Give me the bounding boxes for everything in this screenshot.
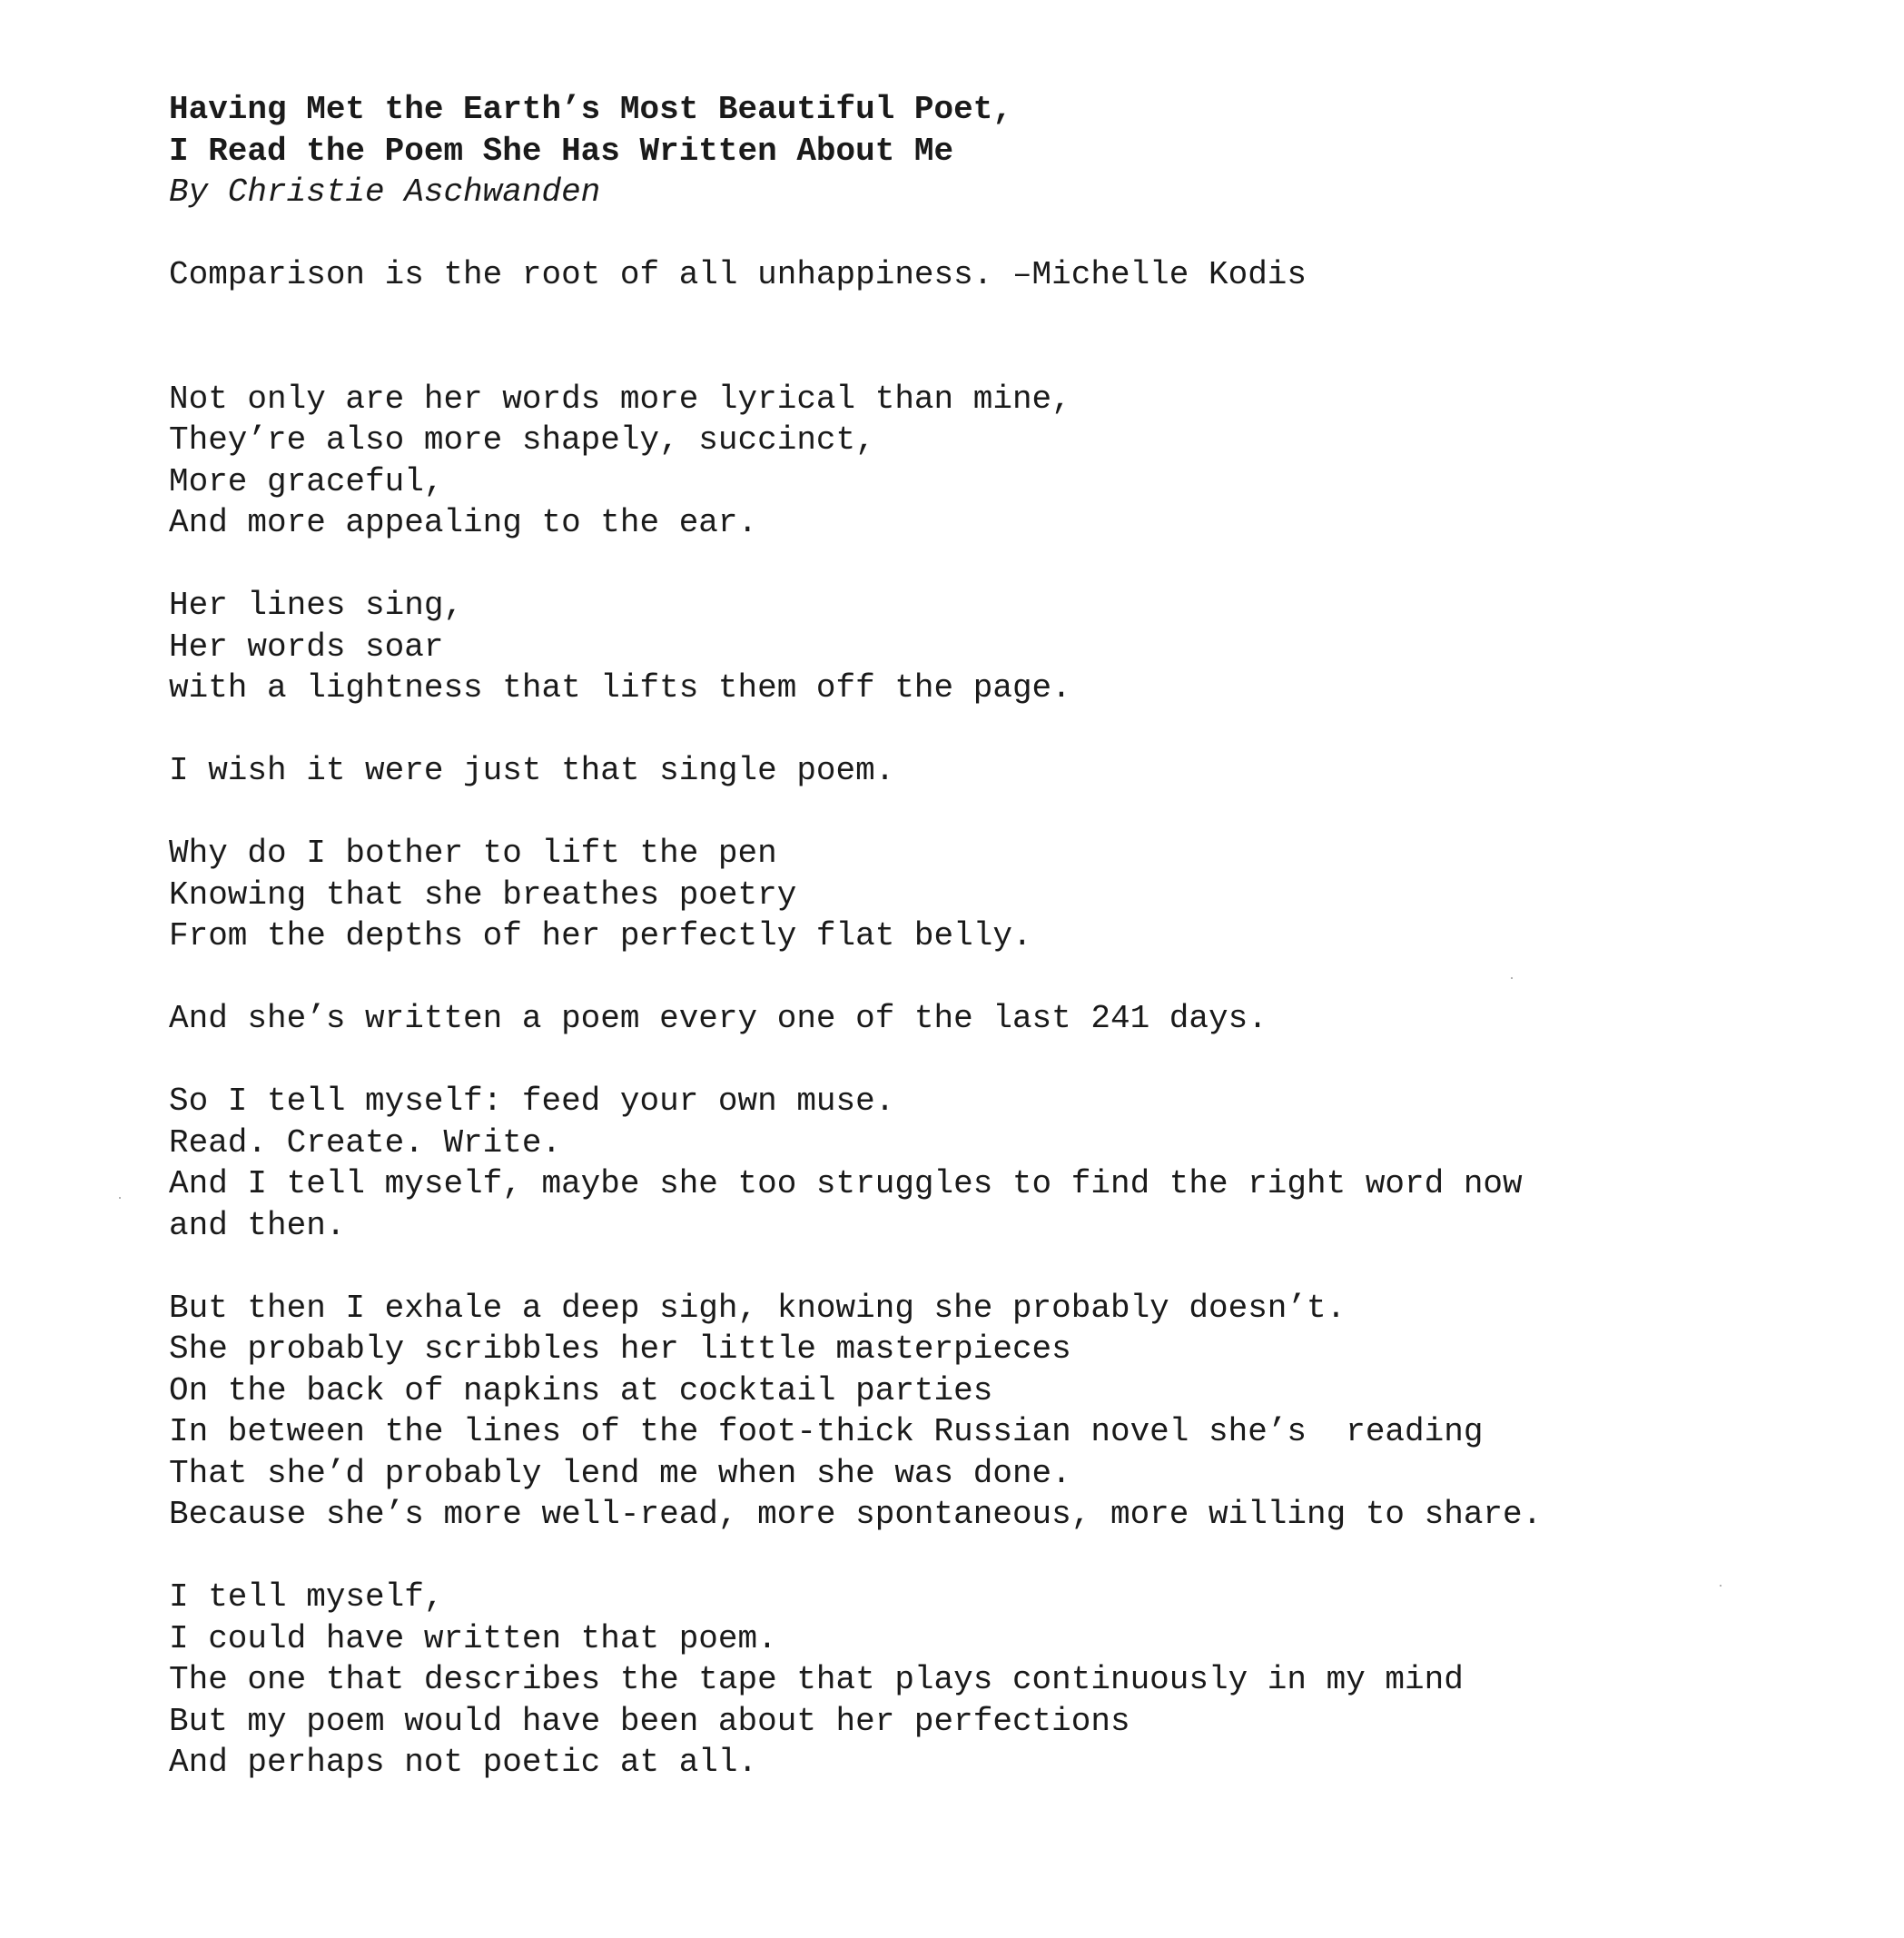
byline [169, 172, 1803, 213]
poem-line: But my poem would have been about her perfections [169, 1702, 1130, 1740]
spacer [169, 1040, 1803, 1082]
poem-line: And she’s written a poem every one of the last 241 days. [169, 1000, 1268, 1037]
poem-line: Her lines sing, [169, 587, 464, 624]
poem-line: Because she’s more well-read, more spontaneous, more willing to share. [169, 1496, 1543, 1533]
poem-line: I wish it were just that single poem. [169, 752, 895, 789]
stanza-8 [169, 1577, 1803, 1784]
poem-title [169, 89, 1803, 172]
scan-speck [1720, 1585, 1721, 1587]
poem-sheet [169, 89, 1803, 1784]
spacer [169, 296, 1803, 379]
poem-line: And more appealing to the ear. [169, 504, 758, 541]
epigraph-quote: Comparison is the root of all unhappiness. –Michelle Kodis [169, 256, 1307, 293]
poem-line: That she’d probably lend me when she was done. [169, 1454, 1071, 1492]
stanza-4 [169, 833, 1803, 957]
stanza-7 [169, 1288, 1803, 1536]
title-line-1: Having Met the Earth’s Most Beautiful Poet, [169, 91, 1012, 128]
scan-speck [1511, 977, 1513, 979]
stanza-6 [169, 1081, 1803, 1246]
poem-line: From the depths of her perfectly flat belly. [169, 917, 1032, 954]
spacer [169, 1246, 1803, 1288]
poem-line: Read. Create. Write. [169, 1123, 562, 1162]
stanza-5 [169, 998, 1803, 1040]
stanza-3 [169, 750, 1803, 792]
spacer [169, 792, 1803, 834]
spacer [169, 213, 1803, 255]
poem-line: The one that describes the tape that plays continuously in my mind [169, 1661, 1464, 1698]
poem-line: More graceful, [169, 462, 444, 500]
spacer [169, 544, 1803, 586]
poem-line: She probably scribbles her little masterpieces [169, 1330, 1071, 1368]
poem-line: I tell myself, [169, 1578, 444, 1616]
poem-line: And I tell myself, maybe she too struggles to find the right word now [169, 1165, 1523, 1202]
poem-line: Knowing that she breathes poetry [169, 875, 797, 914]
poem-line: Not only are her words more lyrical than mine, [169, 380, 1071, 418]
spacer [169, 957, 1803, 999]
poem-line: Her words soar [169, 628, 444, 666]
poem-line: I could have written that poem. [169, 1619, 777, 1657]
poem-line: with a lightness that lifts them off the page. [169, 669, 1071, 707]
spacer [169, 709, 1803, 751]
poem-line: They’re also more shapely, succinct, [169, 421, 875, 459]
poem-line: And perhaps not poetic at all. [169, 1744, 758, 1781]
poem-line: Why do I bother to lift the pen [169, 835, 777, 872]
poem-line: So I tell myself: feed your own muse. [169, 1083, 895, 1120]
scan-speck [119, 1197, 121, 1199]
stanza-2 [169, 585, 1803, 709]
poem-line: In between the lines of the foot-thick Russian novel she’s reading [169, 1413, 1484, 1450]
poem-line: On the back of napkins at cocktail parties [169, 1371, 993, 1409]
poem-line: But then I exhale a deep sigh, knowing she probably doesn’t. [169, 1289, 1347, 1327]
title-line-2: I Read the Poem She Has Written About Me [169, 132, 954, 170]
author-byline: By Christie Aschwanden [169, 173, 601, 211]
stanza-1 [169, 379, 1803, 544]
poem-line: and then. [169, 1206, 346, 1244]
spacer [169, 1536, 1803, 1577]
epigraph [169, 254, 1803, 296]
